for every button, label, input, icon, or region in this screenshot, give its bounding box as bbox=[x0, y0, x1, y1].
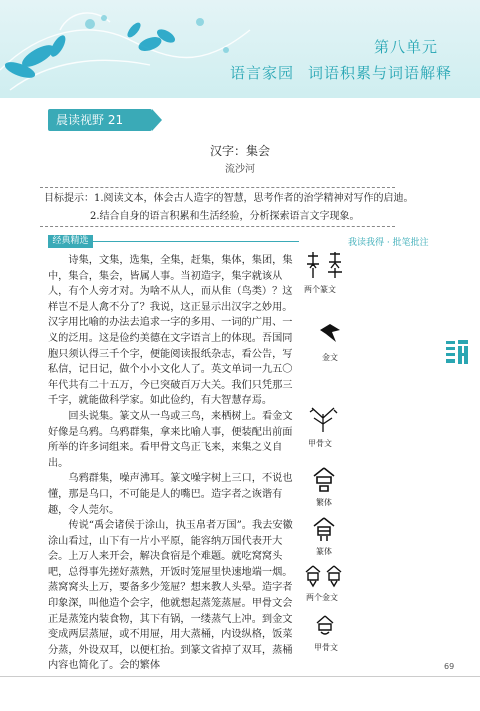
goal-line-2: 2.结合自身的语言积累和生活经验，分析探索语言文字现象。 bbox=[90, 211, 360, 222]
section-label: 经典精选 bbox=[48, 235, 93, 248]
seal-glyph-icon bbox=[312, 516, 336, 542]
glyph-caption: 繁体 bbox=[316, 498, 332, 507]
unit-title: 第八单元 bbox=[373, 38, 438, 56]
section-right: 词语积累与词语解释 bbox=[307, 64, 452, 82]
article-title: 汉字：集会 bbox=[209, 144, 270, 158]
paragraph: 乌鸦群集，噪声沸耳。篆文噪字树上三口，不说也懂，那是乌口，不可能是人的嘴巴。造字者之诙谐有趣，令人莞尔。 bbox=[48, 473, 293, 516]
glyph-caption: 两个篆文 bbox=[304, 285, 336, 294]
article-body bbox=[48, 253, 301, 674]
paragraph: 回头说集。篆文从一鸟或三鸟，来栖树上。看金文好像是乌鸦。乌鸦群集，拿来比喻人事，便装配出前面所举的许多词组来。看甲骨文鸟正飞来，来集之义自出。 bbox=[48, 410, 293, 469]
divider bbox=[93, 241, 299, 242]
side-character-decoration-icon bbox=[444, 338, 470, 366]
floral-swirl-decoration bbox=[0, 0, 260, 98]
glyph-caption: 篆体 bbox=[316, 547, 332, 556]
page-number: 69 bbox=[444, 662, 455, 671]
glyph-caption: 金文 bbox=[322, 353, 338, 362]
section-left: 语言家园 bbox=[229, 64, 294, 82]
page-header bbox=[0, 0, 480, 98]
bronze-pair-glyph-icon bbox=[304, 564, 344, 588]
oracle-steamer-glyph-icon bbox=[314, 614, 336, 638]
section-title bbox=[230, 62, 452, 83]
goals-box bbox=[40, 187, 414, 227]
bronze-glyph-icon bbox=[318, 322, 342, 344]
page-bottom-rule bbox=[0, 676, 480, 677]
paragraph: 诗集，文集，选集，全集，赶集，集体，集团，集中，集合，集会，皆属人事。当初造字，集字就该从人，有个人旁才对。为啥不从人，而从隹（鸟类）？这样岂不是人禽不分了？我说，这正显示出汉字之妙用。汉字用比喻的办法去追求一字的多用、一词的广用、一义的泛用。这是俭约美德在文字语言上的体现。吾国同胞只须认得三千个字，便能阅读报纸杂志，看公告，写私信，记日记，做个小小文化人了。英文单词一九五〇年代共有二十五万，今已突破百万大关。我们只凭那三千字，就能做科学家。如此俭约，有大智慧存焉。 bbox=[48, 255, 293, 407]
glyph-caption: 甲骨文 bbox=[308, 439, 332, 448]
glyph-caption: 两个金文 bbox=[306, 593, 338, 602]
oracle-glyph-icon bbox=[306, 404, 340, 434]
glyph-caption: 甲骨文 bbox=[314, 643, 338, 652]
traditional-glyph-icon bbox=[312, 466, 336, 492]
paragraph: 传说“禹会诸侯于涂山，执玉帛者万国”。我去安徽涂山看过，山下有一片小平原，能容纳万国代表开大会。上万人来开会，解决食宿是个难题。就吃窝窝头吧，总得事先搓好蒸熟，开饭时笼屉里快速地端一烟。蒸窝窝头上万，要备多少笼屉？想来教人头晕。造字者印象深，叫他造个会字，他就想起蒸笼蒸屉。甲骨文会正是蒸笼内装食物，其下有锅，一缕蒸气上冲。到金文变成两层蒸屉，或不用屉，用大蒸桶，内设纵格，饭菜分蒸，外设双耳，以便杠抬。到篆文省掉了双耳，蒸桶内容也简化了。会的繁体 bbox=[48, 520, 293, 672]
article-author: 流沙河 bbox=[225, 164, 255, 175]
annotation-column-label: 我读我得 · 批笔批注 bbox=[348, 238, 429, 248]
seal-script-glyph-icon bbox=[304, 250, 346, 280]
goal-line-1: 目标提示：1.阅读文本，体会古人造字的智慧，思考作者的治学精神对写作的启迪。 bbox=[44, 193, 414, 204]
reading-badge: 晨读视野 21 bbox=[48, 109, 152, 131]
